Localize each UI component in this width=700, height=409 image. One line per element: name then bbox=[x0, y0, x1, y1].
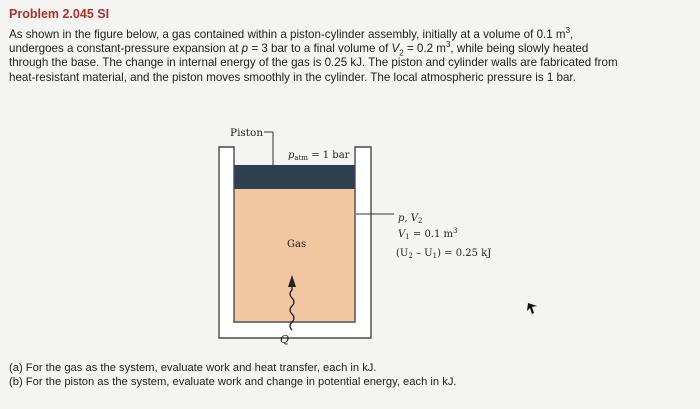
gas-label: Gas bbox=[287, 239, 307, 250]
pressure-symbol: p bbox=[241, 42, 249, 56]
exponent: 3 bbox=[445, 40, 451, 50]
question-a: (a) For the gas as the system, evaluate work and heat transfer, each in kJ. bbox=[9, 362, 377, 374]
problem-text-7: through the base. The change in internal energy of the gas is 0.25 kJ. The piston and cylinder walls are fabricated from bbox=[9, 56, 618, 70]
mouse-cursor-icon bbox=[527, 303, 537, 314]
piston-label: Piston bbox=[230, 127, 264, 139]
initial-volume-label: $V_1 = 0.1$ $m^3$ bbox=[398, 227, 458, 241]
final-state-label: p, $V_2$ bbox=[398, 213, 423, 225]
problem-text-5: = 0.2 m bbox=[403, 42, 446, 56]
exponent: 3 bbox=[565, 26, 571, 36]
problem-text-3: undergoes a constant-pressure expansion at bbox=[9, 42, 242, 56]
heat-label: Q bbox=[280, 333, 290, 346]
internal-energy-label: $(U_2 - U_1) = 0.25$ kJ bbox=[396, 248, 492, 260]
atmospheric-pressure-label: $p_{atm} = 1$ bar bbox=[288, 150, 350, 162]
questions bbox=[9, 361, 693, 389]
question-b: (b) For the piston as the system, evaluate work and change in potential energy, each in kJ. bbox=[9, 376, 457, 388]
volume-symbol: V bbox=[391, 42, 400, 56]
problem-text-6: , while being slowly heated bbox=[450, 42, 589, 56]
volume-subscript: 2 bbox=[399, 48, 404, 58]
problem-title: Problem 2.045 SI bbox=[9, 7, 110, 21]
problem-text-2: , bbox=[570, 28, 574, 41]
problem-text-8: heat-resistant material, and the piston moves smoothly in the cylinder. The local atmospheric pressure is 1 bar. bbox=[9, 70, 576, 84]
problem-text-4: = 3 bar to a final volume of bbox=[248, 42, 392, 56]
piston bbox=[233, 165, 356, 189]
problem-text-1: As shown in the figure below, a gas contained within a piston-cylinder assembly, initially at a volume of 0.1 m bbox=[9, 28, 566, 41]
